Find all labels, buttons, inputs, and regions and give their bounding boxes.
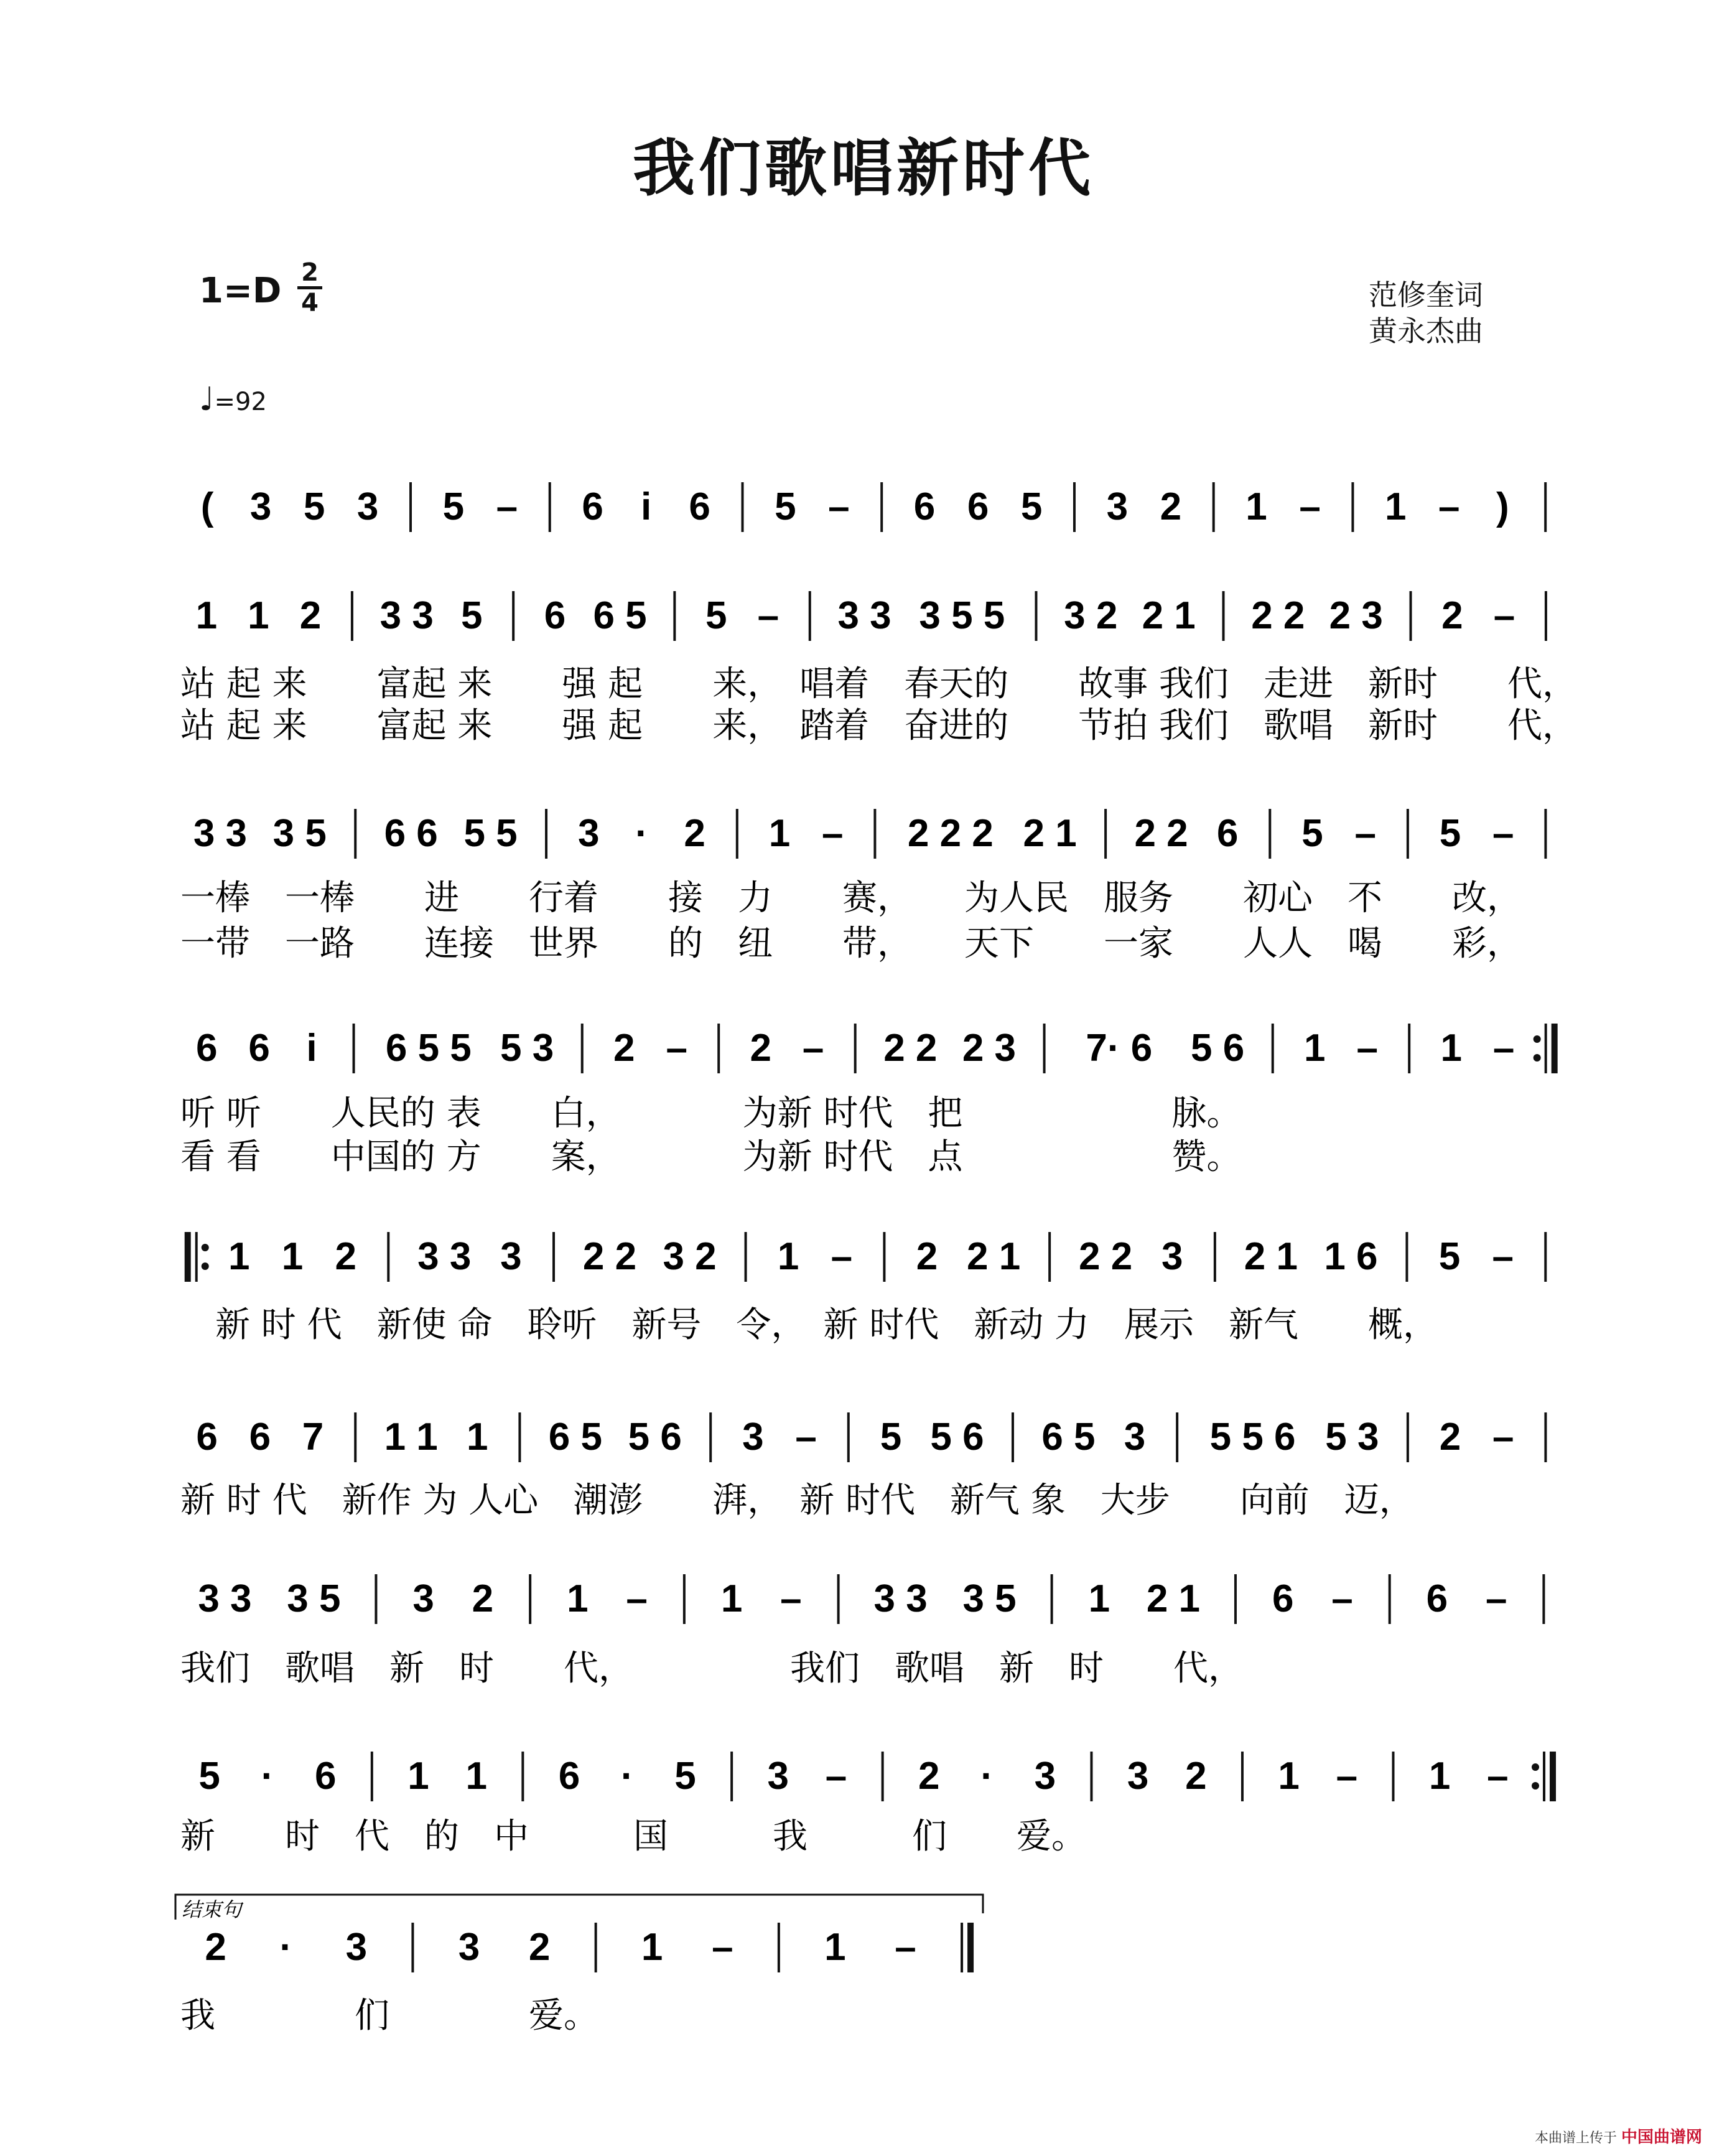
note: 3 <box>412 1577 434 1620</box>
repeat-dot <box>1534 1054 1541 1062</box>
lyric-line: 一带 一路 连接 世界 的 纽 带， 天下 一家 人人 喝 彩， <box>180 923 1522 964</box>
footer <box>1535 2124 1702 2147</box>
note: 2 <box>205 1926 226 1969</box>
tempo-value: =92 <box>214 388 267 416</box>
note: 2 1 <box>1142 594 1196 637</box>
note: 1 <box>567 1577 589 1620</box>
note: 1 1 <box>384 1416 438 1458</box>
note: 6 <box>689 485 710 528</box>
note: 3 <box>345 1926 368 1969</box>
note: – <box>1299 485 1321 528</box>
note: 1 <box>1440 1027 1462 1070</box>
note: 2 <box>918 1755 940 1798</box>
note: – <box>1356 1027 1378 1070</box>
note: – <box>802 1027 824 1070</box>
note: 3 <box>742 1416 764 1458</box>
note: 6 5 <box>1041 1416 1096 1458</box>
note: – <box>821 812 844 855</box>
note: 1 <box>1304 1027 1326 1070</box>
note: – <box>1492 1235 1514 1278</box>
note: 6 <box>1216 812 1239 855</box>
note: 1 <box>466 1416 488 1458</box>
footer-brand: 中国曲谱网 <box>1621 2128 1702 2147</box>
note: 1 <box>768 812 791 855</box>
note: i <box>640 485 652 528</box>
note: 6 <box>913 485 936 528</box>
note: – <box>1492 1416 1514 1458</box>
note: 2 <box>1185 1755 1207 1798</box>
lyric-line: 一棒 一棒 进 行着 接 力 赛， 为人民 服务 初心 不 改， <box>180 878 1522 918</box>
note: – <box>757 594 780 637</box>
note: 2 <box>916 1235 938 1278</box>
note: 3 2 <box>663 1235 717 1278</box>
note: i <box>306 1027 317 1070</box>
lyric-line: 站 起 来 富起 来 强 起 来， 唱着 春天的 故事 我们 走进 新时 代， <box>180 664 1578 704</box>
note: 3 <box>1127 1755 1149 1798</box>
note: 6 <box>544 594 566 637</box>
note: 1 <box>465 1755 487 1798</box>
note: 5 5 <box>463 812 518 855</box>
note: 5 <box>1020 485 1043 528</box>
note: 2 <box>1441 594 1463 637</box>
note: 1 <box>777 1235 799 1278</box>
note: 2 1 <box>1023 812 1077 855</box>
lyric-line: 看 看 中国的 方 案， 为新 时代 点 赞。 <box>180 1137 1242 1177</box>
lyric-line: 新 时 代 的 中 国 我 们 爱。 <box>180 1816 1086 1857</box>
note: 6 6 <box>384 812 438 855</box>
note: 3 3 <box>837 594 891 637</box>
note: 6 <box>558 1755 580 1798</box>
note: 5 <box>1301 812 1323 855</box>
note: 5 <box>442 485 465 528</box>
note: 6 5 <box>593 594 647 637</box>
note: 6 5 <box>548 1416 602 1458</box>
note: 6 <box>1272 1577 1294 1620</box>
note: 2 <box>528 1926 551 1969</box>
note: – <box>1492 812 1514 855</box>
note: 2 <box>335 1235 356 1278</box>
note: ( <box>200 485 214 528</box>
note: 5 <box>1438 1235 1461 1278</box>
note: 2 1 <box>1244 1235 1298 1278</box>
key-signature: 1=D <box>199 271 282 311</box>
note: · <box>279 1926 293 1969</box>
ending-label: 结束句 <box>182 1898 242 1921</box>
note: 6 <box>249 1416 271 1458</box>
note: 5 <box>198 1755 220 1798</box>
note: 1 <box>281 1235 304 1278</box>
note: · <box>261 1755 274 1798</box>
note: 6 <box>196 1416 218 1458</box>
note: 2 <box>613 1027 635 1070</box>
lyric-line: 我 们 爱。 <box>180 1995 598 2036</box>
note: – <box>780 1577 802 1620</box>
lyric-line: 站 起 来 富起 来 强 起 来， 踏着 奋进的 节拍 我们 歌唱 新时 代， <box>180 706 1578 746</box>
repeat-dot <box>1532 1782 1539 1790</box>
note: – <box>1331 1577 1353 1620</box>
note: 2 1 <box>967 1235 1021 1278</box>
note: – <box>795 1416 817 1458</box>
note: · <box>635 812 648 855</box>
note: 1 <box>1385 485 1407 528</box>
ending-bracket <box>175 1895 983 1920</box>
note: 7· 6 <box>1086 1027 1153 1070</box>
note: 2 2 <box>1134 812 1188 855</box>
note: 5 6 <box>1191 1027 1245 1070</box>
note: 2 2 2 <box>907 812 994 855</box>
note: 1 <box>195 594 218 637</box>
note: 3 3 <box>873 1577 928 1620</box>
note: 3 <box>1161 1235 1183 1278</box>
repeat-dot <box>202 1262 209 1270</box>
repeat-dot <box>1534 1035 1541 1043</box>
note: 5 <box>775 485 796 528</box>
note: · <box>980 1755 994 1798</box>
note: 3 5 <box>287 1577 341 1620</box>
note: – <box>666 1027 687 1070</box>
lyricist-credit: 范修奎词 <box>1369 278 1483 312</box>
note: 2 <box>684 812 705 855</box>
note: 3 <box>356 485 379 528</box>
note: 5 <box>461 594 483 637</box>
note: 3 <box>1034 1755 1056 1798</box>
note: – <box>1493 594 1515 637</box>
note: – <box>895 1926 916 1969</box>
note: 3 <box>1124 1416 1146 1458</box>
note: 2 3 <box>1329 594 1383 637</box>
note: – <box>1487 1755 1509 1798</box>
note: 2 3 <box>962 1027 1017 1070</box>
note: – <box>828 485 850 528</box>
note: 3 5 <box>962 1577 1017 1620</box>
note: – <box>1336 1755 1358 1798</box>
note: 2 2 <box>883 1027 938 1070</box>
footer-text: 本曲谱上传于 <box>1534 2130 1617 2146</box>
note: 5 <box>674 1755 696 1798</box>
note: 2 <box>750 1027 771 1070</box>
note: 1 <box>407 1755 429 1798</box>
lyric-line: 新 时 代 新作 为 人心 潮澎 湃， 新 时代 新气 象 大步 向前 迈， <box>180 1480 1414 1521</box>
note: 3 3 <box>379 594 434 637</box>
note: 7 <box>302 1416 324 1458</box>
song-title: 我们歌唱新时代 <box>633 132 1094 205</box>
note: 3 3 <box>417 1235 472 1278</box>
composer-credit: 黄永杰曲 <box>1369 314 1483 348</box>
note: – <box>1485 1577 1507 1620</box>
note: ) <box>1496 485 1509 528</box>
note: 2 2 <box>1251 594 1305 637</box>
note: – <box>825 1755 847 1798</box>
note: 5 <box>880 1416 902 1458</box>
note: 1 6 <box>1324 1235 1378 1278</box>
note: 2 <box>472 1577 494 1620</box>
note: – <box>626 1577 648 1620</box>
note: 3 <box>249 485 272 528</box>
note: 1 <box>1245 485 1267 528</box>
note: 1 <box>248 594 269 637</box>
note: 3 5 5 <box>919 594 1005 637</box>
note: 6 <box>582 485 603 528</box>
note: 5 5 6 <box>1209 1416 1296 1458</box>
lyric-line: 听 听 人民的 表 白， 为新 时代 把 脉。 <box>180 1093 1242 1134</box>
note: 3 <box>500 1235 522 1278</box>
note: – <box>831 1235 853 1278</box>
note: 3 <box>458 1926 480 1969</box>
time-signature-top: 2 <box>301 258 319 287</box>
note: – <box>1354 812 1376 855</box>
note: – <box>496 485 518 528</box>
note: 6 <box>314 1755 337 1798</box>
note: 5 3 <box>1325 1416 1379 1458</box>
note: 3 <box>767 1755 789 1798</box>
note: 6 <box>967 485 989 528</box>
note: 2 2 <box>582 1235 637 1278</box>
lyric-line: 我们 歌唱 新 时 代， 我们 歌唱 新 时 代， <box>180 1648 1243 1689</box>
note: 1 <box>1278 1755 1300 1798</box>
note: 2 <box>299 594 322 637</box>
note: – <box>712 1926 733 1969</box>
note: 6 <box>1426 1577 1448 1620</box>
note: 1 <box>1428 1755 1451 1798</box>
note: 2 2 <box>1079 1235 1133 1278</box>
note: 5 6 <box>930 1416 984 1458</box>
note: · <box>620 1755 634 1798</box>
note: 2 <box>1439 1416 1461 1458</box>
note: 1 <box>641 1926 663 1969</box>
note: 1 <box>720 1577 743 1620</box>
note: 3 3 <box>198 1577 252 1620</box>
note: 3 <box>1106 485 1129 528</box>
note: 5 3 <box>500 1027 554 1070</box>
note: 1 <box>228 1235 250 1278</box>
note: 5 <box>705 594 727 637</box>
note: – <box>1492 1027 1515 1070</box>
note: 6 <box>195 1027 218 1070</box>
note: 5 6 <box>628 1416 682 1458</box>
repeat-dot <box>1532 1763 1539 1771</box>
note: 3 5 <box>272 812 327 855</box>
note: 3 2 <box>1064 594 1118 637</box>
quarter-note-icon: ♩ <box>199 381 215 418</box>
note: 2 <box>1160 485 1182 528</box>
note: 1 <box>824 1926 846 1969</box>
note: 3 <box>577 812 600 855</box>
time-signature-bottom: 4 <box>301 289 319 317</box>
note: – <box>1438 485 1460 528</box>
repeat-dot <box>202 1244 209 1251</box>
note: 3 3 <box>193 812 248 855</box>
note: 5 <box>1439 812 1461 855</box>
note: 6 5 5 <box>385 1027 472 1070</box>
note: 6 <box>248 1027 270 1070</box>
lyric-line: 新 时 代 新使 命 聆听 新号 令， 新 时代 新动 力 展示 新气 概， <box>180 1305 1438 1345</box>
note: 1 <box>1088 1577 1110 1620</box>
note: 5 <box>303 485 325 528</box>
note: 2 1 <box>1146 1577 1201 1620</box>
